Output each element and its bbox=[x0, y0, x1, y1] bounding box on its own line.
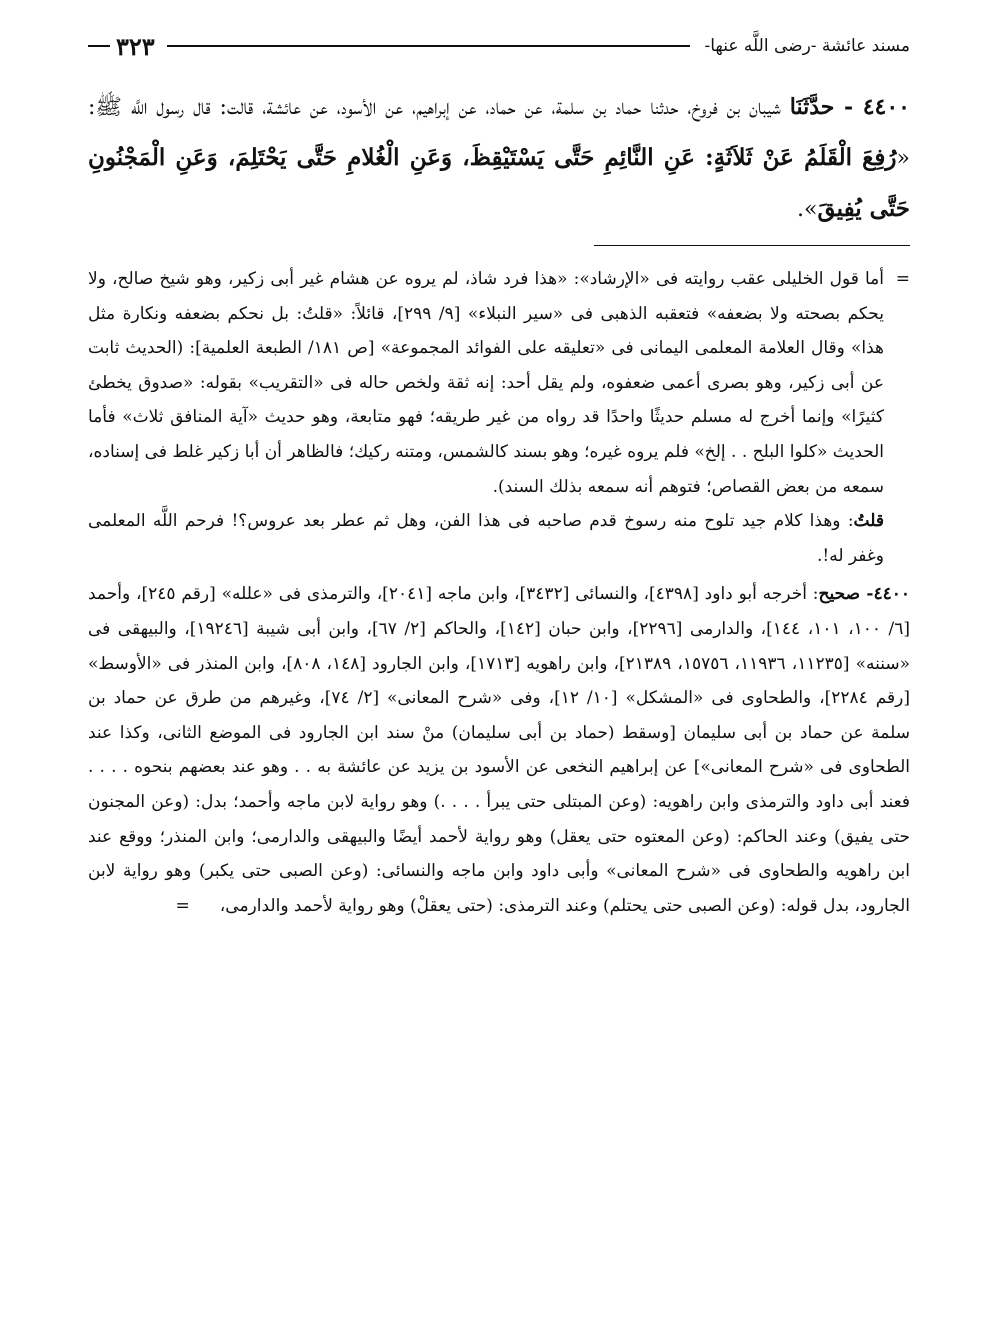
takhrij-note bbox=[88, 577, 910, 923]
header-dash bbox=[88, 45, 110, 47]
running-title: مسند عائشة -رضى اللَّه عنها- bbox=[704, 36, 910, 56]
qult-text: : وهذا كلام جيد تلوح منه رسوخ قدم صاحبه فى هذا الفن، وهل ثم عطر بعد عروس؟! فرحم اللَّه المعلمى وغفر له!. bbox=[88, 511, 884, 566]
note-paragraph-2 bbox=[88, 504, 884, 573]
note-continuation bbox=[88, 262, 910, 573]
continuation-mark: = bbox=[895, 269, 910, 289]
footnote-separator bbox=[594, 245, 910, 246]
hadith-close: ». bbox=[797, 197, 818, 222]
end-mark: = bbox=[175, 895, 190, 916]
page-number: ٣٢٣ bbox=[116, 31, 155, 61]
hadith-number: ٤٤٠٠ bbox=[862, 94, 910, 120]
page bbox=[88, 28, 910, 927]
page-header bbox=[88, 28, 910, 64]
hadith-matn: رُفِعَ الْقَلَمُ عَنْ ثَلاَثَةٍ: عَنِ النَّائِمِ حَتَّى يَسْتَيْقِظَ، وَعَنِ الْغُلامِ حَتَّى يَحْتَلِمَ، وَعَنِ الْمَجْنُونِ حَتَّى يُفِيقَ bbox=[88, 144, 910, 222]
footnotes bbox=[88, 262, 910, 923]
header-rule bbox=[167, 45, 691, 47]
qult-label: قلتُ bbox=[853, 511, 884, 532]
hadith-text bbox=[88, 82, 910, 235]
note-paragraph-1: أما قول الخليلى عقب روايته فى «الإرشاد»: «هذا فرد شاذ، لم يروه عن هشام غير أبى زكير، وهو شيخ صالح، ولا يحكم بصحته ولا بضعفه» فتعقبه الذهبى فى «سير النبلاء» [٩/ ٢٩٩]، قائلاً: «قلتُ: بل نحكم بضعفه ونكارة مثل هذا» وقال العلامة المعلمى اليمانى فى «تعليقه على الفوائد المجموعة» [ص ١٨١/ الطبعة العلمية]: (الحديث ثابت عن أبى زكير، وهو بصرى أعمى ضعفوه، ولم يقل أحد: إنه ثقة ولخص حاله فى «التقريب» بقوله: «صدوق يخطئ كثيرًا» وإنما أخرج له مسلم حديثًا واحدًا قد رواه من غير طريقه؛ فهو متابعة، وهو حديث «آية المنافق ثلاث» فأما الحديث «كلوا البلح . . إلخ» فلم يروه غيره؛ وهو بسند كالشمس، ومتنه ركيك؛ فالظاهر أن أبا زكير غلط فى إسناده، سمعه من بعض القصاص؛ فتوهم أنه سمعه بذلك السند). bbox=[88, 269, 884, 497]
takhrij-body: : أخرجه أبو داود [٤٣٩٨]، والنسائى [٣٤٣٢]، وابن ماجه [٢٠٤١]، والترمذى فى «علله» [رقم ٢٤٥]، وأحمد [٦/ ١٠٠، ١٠١، ١٤٤]، والدارمى [٢٢٩٦]، وابن حبان [١٤٢]، والحاكم [٢/ ٦٧]، وابن أبى شيبة [١٩٢٤٦]، والبيهقى فى «سننه» [١١٢٣٥، ١١٩٣٦، ١٥٧٥٦، ٢١٣٨٩]، وابن راهويه [١٧١٣]، وابن الجارود [١٤٨، ٨٠٨]، وابن المنذر فى «الأوسط» [رقم ٢٢٨٤]، والطحاوى فى «المشكل» [١٠/ ١٢]، وفى «شرح المعانى» [٢/ ٧٤]، وغيرهم من طرق عن حماد بن سلمة عن حماد بن أبى سليمان [وسقط (حماد بن أبى سليمان) منْ سند ابن الجارود فى الموضع الثانى، وكذا عند الطحاوى فى «شرح المعانى»] عن إبراهيم النخعى عن الأسود بن يزيد عن عائشة به . . وهو عند بعضهم بنحوه . . . . فعند أبى داود والترمذى وابن راهويه: (وعن المبتلى حتى يبرأ . . . .) وهو رواية لابن ماجه وأحمد؛ بدل: (وعن المجنون حتى يفيق) وعند الحاكم: (وعن المعتوه حتى يعقل) وهو رواية لأحمد أيضًا والبيهقى والدارمى؛ وابن المنذر؛ ووقع عند ابن راهويه والطحاوى فى «شرح المعانى» وأبى داود وابن ماجه والنسائى: (وعن الصبى حتى يكبر) وهو رواية لابن الجارود، بدل قوله: (وعن الصبى حتى يحتلم) وعند الترمذى: (حتى يعقلْ) وهو رواية لأحمد والدارمى، bbox=[88, 584, 910, 916]
hadith-dash: - bbox=[834, 94, 863, 120]
hadith-isnad: شيبان بن فروخ، حدثنا حماد بن سلمة، عن حماد، عن إبراهيم، عن الأسود، عن عائشة، قالت: قال رسول اللَّه ﷺ: « bbox=[88, 95, 910, 171]
takhrij-paragraph bbox=[88, 577, 910, 923]
haddathana: حدَّثَنَا bbox=[789, 94, 835, 120]
takhrij-head: ٤٤٠٠- صحيح bbox=[818, 584, 910, 605]
